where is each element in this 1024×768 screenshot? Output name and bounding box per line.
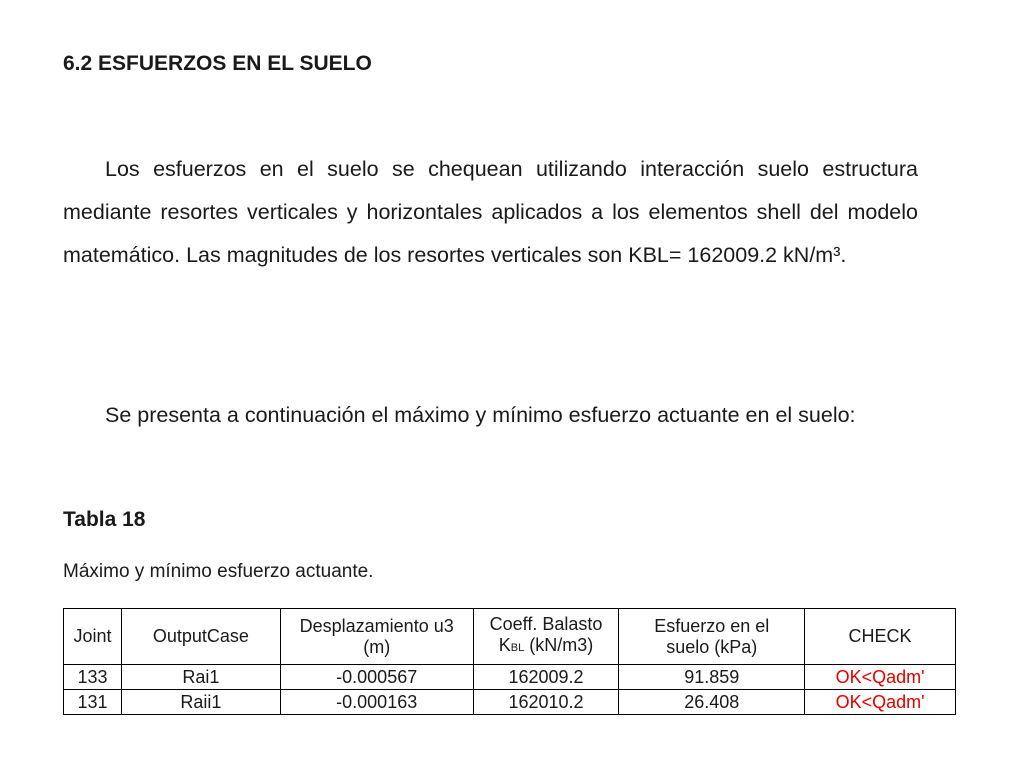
cell-output-case: Raii1: [121, 690, 280, 715]
cell-displacement: -0.000163: [280, 690, 473, 715]
header-displacement: [280, 609, 473, 665]
cell-stress: 26.408: [619, 690, 805, 715]
header-displacement-line1: Desplazamiento u3: [299, 615, 454, 636]
cell-coeff: 162009.2: [473, 665, 619, 690]
header-displacement-line2: (m): [363, 636, 391, 657]
header-stress: [619, 609, 805, 665]
cell-output-case: Rai1: [121, 665, 280, 690]
table-caption: Máximo y mínimo esfuerzo actuante.: [63, 561, 374, 582]
paragraph-table-intro: Se presenta a continuación el máximo y mínimo esfuerzo actuante en el suelo:: [105, 403, 856, 427]
header-check: CHECK: [805, 609, 956, 665]
cell-check: OK<Qadm': [805, 665, 956, 690]
header-coeff-line1: Coeff. Balasto: [489, 614, 603, 634]
table-row: [64, 665, 956, 690]
header-output-case: OutputCase: [121, 609, 280, 665]
table-row: [64, 690, 956, 715]
section-heading: 6.2 ESFUERZOS EN EL SUELO: [63, 52, 372, 75]
cell-check: OK<Qadm': [805, 690, 956, 715]
paragraph-soil-stress-method: Los esfuerzos en el suelo se chequean utilizando interacción suelo estructura mediante resortes verticales y horizontales aplicados a los elementos shell del modelo matemático. Las magnitudes de los resortes verticales son KBL= 162009.2 kN/m³.: [63, 157, 918, 267]
cell-joint: 131: [64, 690, 122, 715]
header-coeff-k: K: [498, 635, 511, 655]
table-header-row: [64, 609, 956, 665]
header-joint: Joint: [64, 609, 122, 665]
cell-displacement: -0.000567: [280, 665, 473, 690]
soil-stress-table: [63, 608, 956, 715]
header-stress-line1: Esfuerzo en el: [654, 615, 770, 636]
header-coeff-subscript: BL: [510, 642, 525, 654]
cell-coeff: 162010.2: [473, 690, 619, 715]
table-title: Tabla 18: [63, 508, 146, 531]
header-coeff-unit: (kN/m3): [524, 635, 594, 655]
cell-stress: 91.859: [619, 665, 805, 690]
cell-joint: 133: [64, 665, 122, 690]
header-stress-line2: suelo (kPa): [666, 636, 758, 657]
header-coeff-balasto: [473, 609, 619, 665]
